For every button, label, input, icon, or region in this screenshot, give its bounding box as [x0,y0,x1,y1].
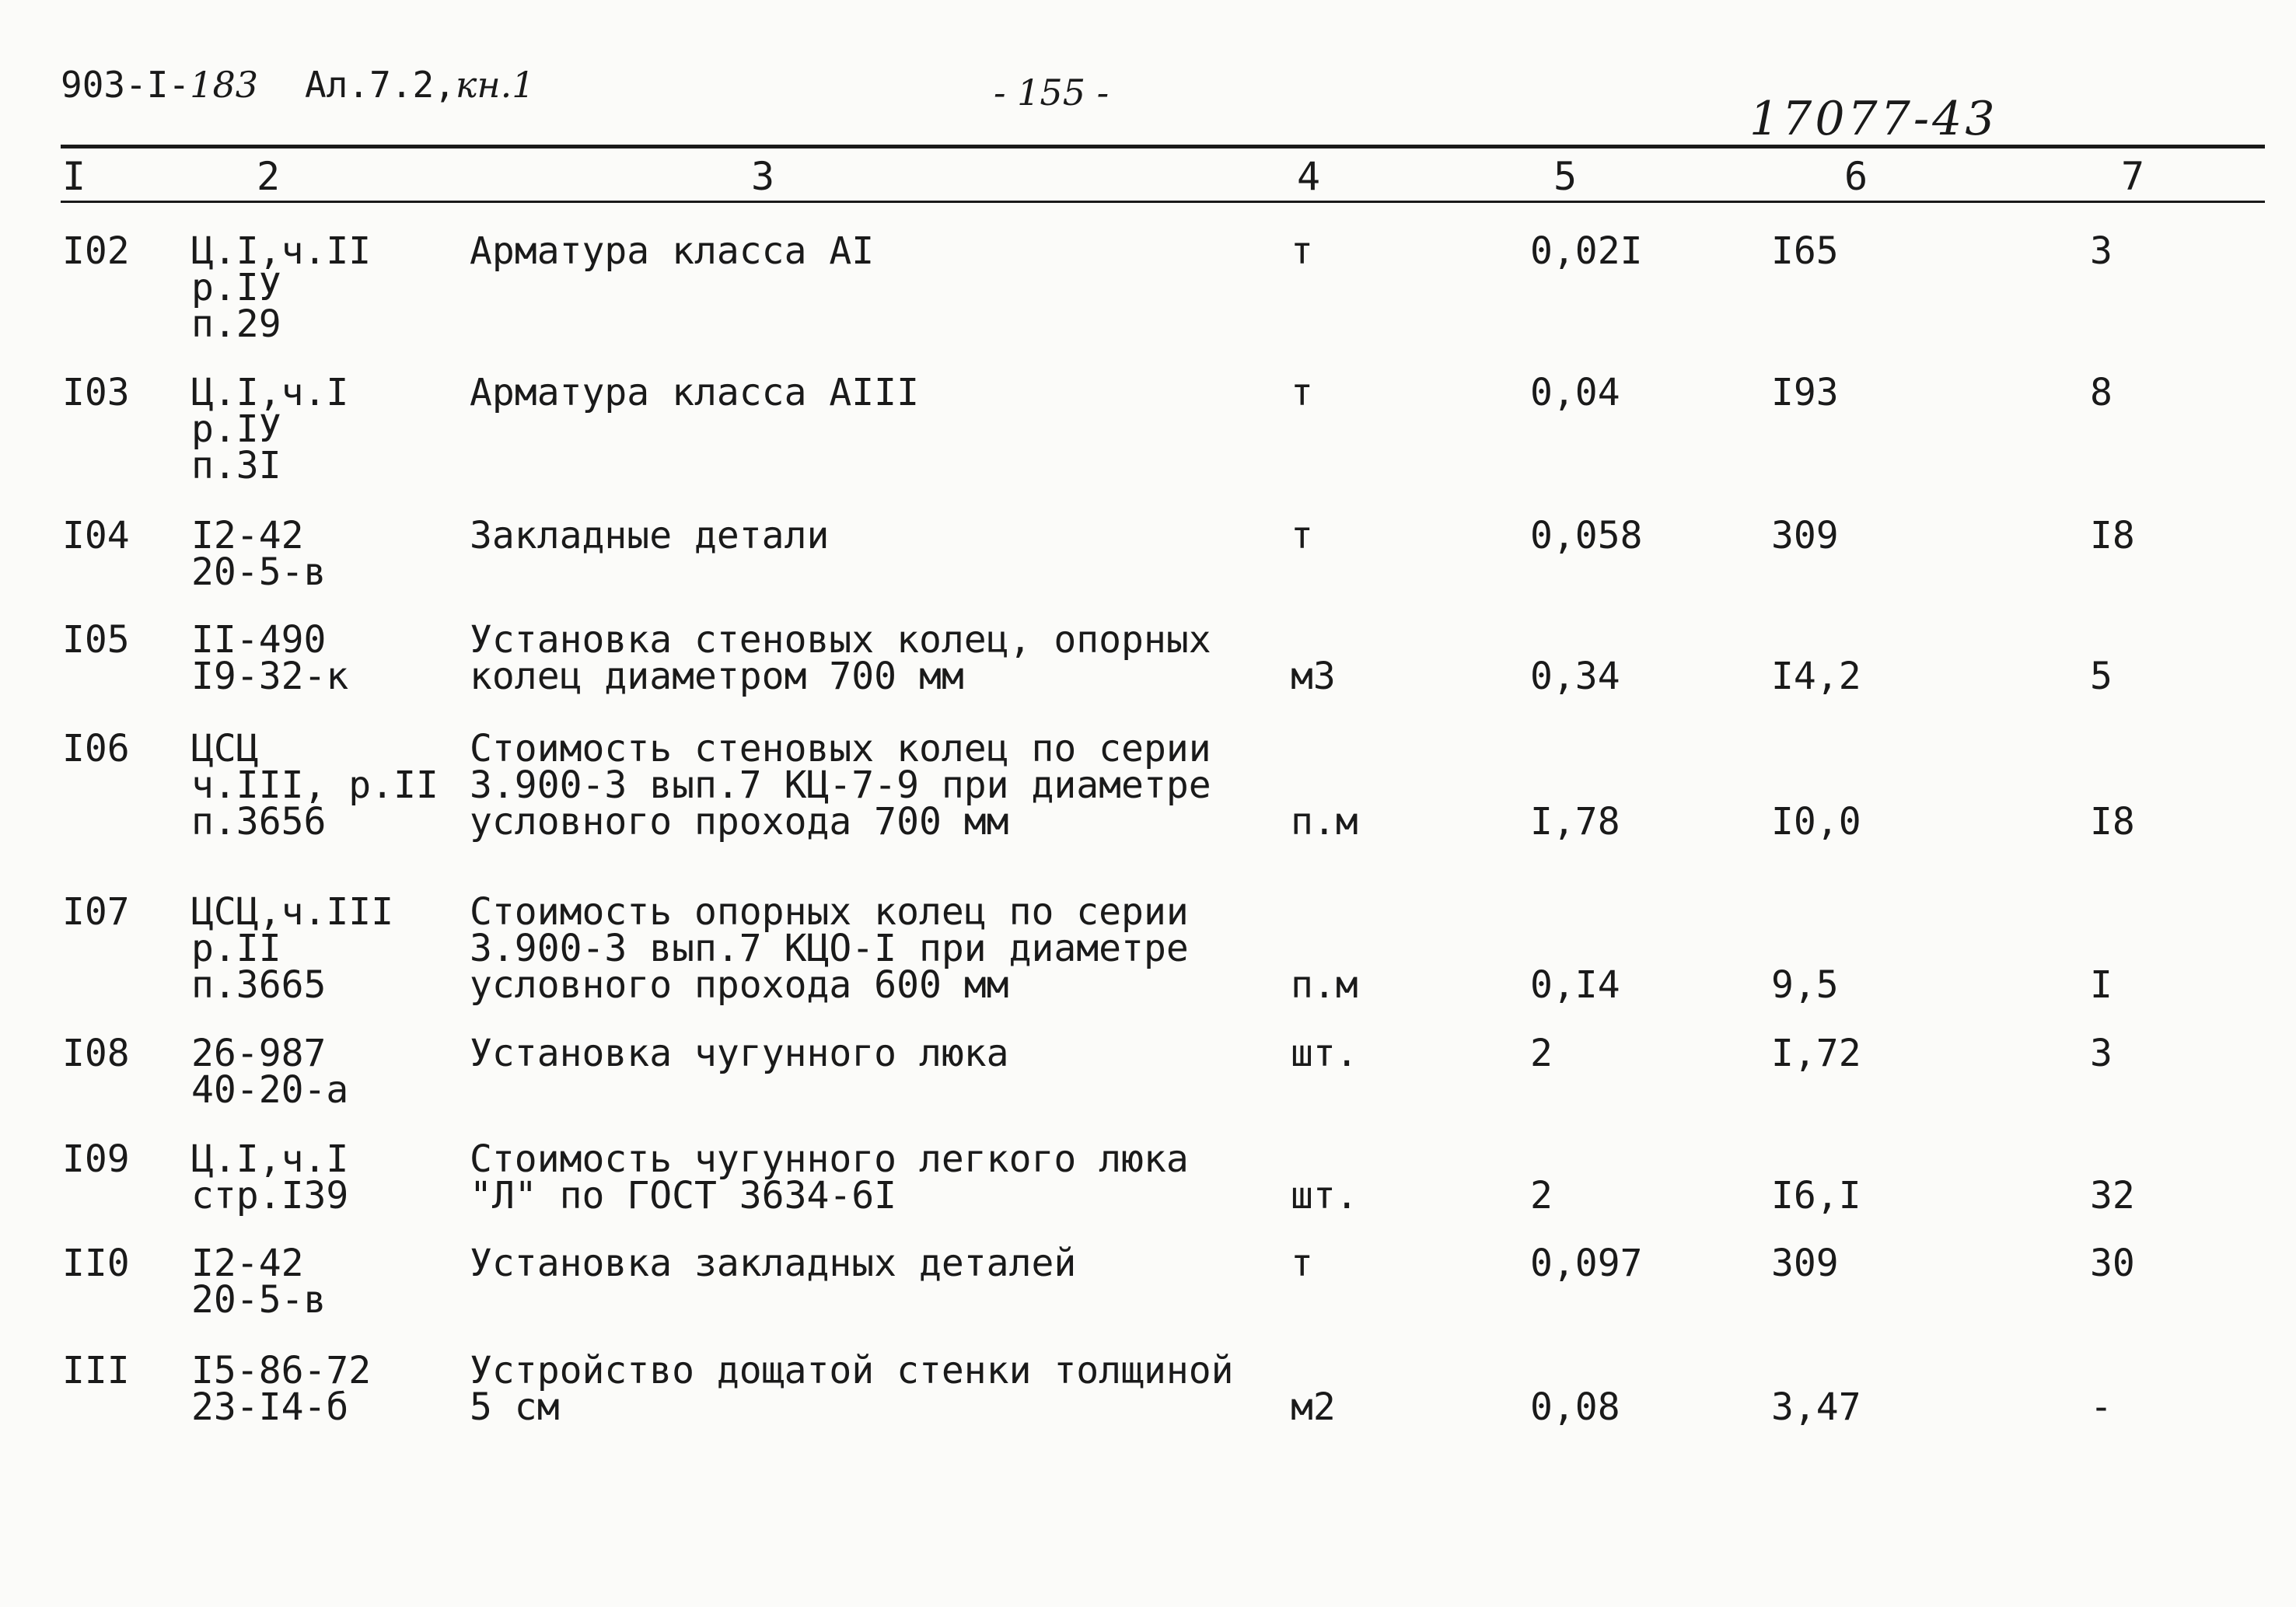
unit-price: 3,47 [1771,1385,1861,1429]
unit: т [1291,1242,1313,1285]
total-cost: 3 [2090,229,2113,273]
norm-reference-line: Ц.I,ч.I [191,371,349,414]
norm-reference-line: 40-20-а [191,1068,349,1112]
unit: шт. [1291,1174,1358,1217]
work-description-line: "Л" по ГОСТ 3634-6I [470,1174,897,1217]
work-description-line: условного прохода 700 мм [470,800,1009,844]
work-description-line: Закладные детали [470,514,830,557]
norm-reference-line: р.IУ [191,407,281,451]
norm-reference-line: п.3656 [191,800,327,844]
row-number: I09 [62,1137,130,1181]
norm-reference [191,890,394,1007]
work-description-line: Стоимость стеновых колец по серии [470,727,1211,770]
quantity: 0,02I [1530,229,1643,273]
norm-reference-line: п.29 [191,302,281,346]
norm-reference [191,1349,372,1429]
unit-price: 309 [1771,514,1839,557]
unit-price: I93 [1771,371,1839,414]
work-description-line: Установка стеновых колец, опорных [470,618,1211,662]
work-description [470,727,1211,844]
norm-reference-line: 20-5-в [191,550,327,594]
norm-reference-line: I2-42 [191,1242,304,1285]
column-number-2: 2 [257,154,281,199]
column-number-6: 6 [1844,154,1868,199]
doc-code-handwritten: 183 [190,64,258,106]
work-description-line: 3.900-3 вып.7 КЦ-7-9 при диаметре [470,763,1211,807]
unit-price: 309 [1771,1242,1839,1285]
norm-reference-line: Ц.I,ч.I [191,1137,349,1181]
sheet-number: 17077-43 [1749,92,1998,146]
unit: м3 [1291,655,1336,698]
norm-reference-line: стр.I39 [191,1174,349,1217]
norm-reference-line: II-490 [191,618,327,662]
quantity: 0,08 [1530,1385,1620,1429]
unit-price: I4,2 [1771,655,1861,698]
norm-reference-line: ЦСЦ,ч.III [191,890,394,934]
total-cost: 8 [2090,371,2113,414]
norm-reference [191,514,327,594]
work-description-line: Стоимость опорных колец по серии [470,890,1189,934]
doc-code-printed: 903-I- [61,64,190,106]
quantity: 2 [1530,1032,1553,1075]
work-description [470,229,875,273]
work-description [470,1242,1077,1285]
quantity: 0,058 [1530,514,1643,557]
total-cost: 30 [2090,1242,2135,1285]
column-number-5: 5 [1553,154,1578,199]
norm-reference-line: ч.III, р.II [191,763,439,807]
norm-reference [191,1137,349,1217]
unit: т [1291,514,1313,557]
total-cost: 32 [2090,1174,2135,1217]
work-description-line: Устройство дощатой стенки толщиной [470,1349,1234,1392]
work-description-line: Установка чугунного люка [470,1032,1009,1075]
norm-reference-line: 26-987 [191,1032,327,1075]
total-cost: 3 [2090,1032,2113,1075]
quantity: 0,I4 [1530,963,1620,1007]
work-description [470,371,919,414]
album-printed: Ал.7.2, [304,64,456,106]
norm-reference-line: I9-32-к [191,655,349,698]
total-cost: 5 [2090,655,2113,698]
norm-reference-line: п.3I [191,444,281,487]
total-cost: I [2090,963,2113,1007]
norm-reference-line: 23-I4-б [191,1385,349,1429]
norm-reference [191,1242,327,1322]
column-number-7: 7 [2121,154,2145,199]
quantity: 0,04 [1530,371,1620,414]
unit: т [1291,229,1313,273]
norm-reference [191,229,372,346]
work-description-line: Стоимость чугунного легкого люка [470,1137,1189,1181]
unit: п.м [1291,963,1358,1007]
document-code [61,64,535,106]
unit: п.м [1291,800,1358,844]
row-number: I05 [62,618,130,662]
norm-reference-line: р.IУ [191,266,281,309]
quantity: 2 [1530,1174,1553,1217]
work-description-line: колец диаметром 700 мм [470,655,964,698]
unit: т [1291,371,1313,414]
norm-reference-line: I5-86-72 [191,1349,372,1392]
work-description-line: Установка закладных деталей [470,1242,1077,1285]
work-description-line: условного прохода 600 мм [470,963,1009,1007]
row-number: I02 [62,229,130,273]
unit-price: I65 [1771,229,1839,273]
work-description [470,618,1211,698]
total-cost: I8 [2090,514,2135,557]
quantity: 0,34 [1530,655,1620,698]
work-description-line: Арматура класса AIII [470,371,919,414]
unit-price: 9,5 [1771,963,1839,1007]
work-description-line: Арматура класса AI [470,229,875,273]
row-number: I06 [62,727,130,770]
norm-reference [191,727,439,844]
quantity: I,78 [1530,800,1620,844]
unit-price: I6,I [1771,1174,1861,1217]
norm-reference-line: Ц.I,ч.II [191,229,372,273]
row-number: I07 [62,890,130,934]
norm-reference [191,1032,349,1112]
total-cost: I8 [2090,800,2135,844]
unit: м2 [1291,1385,1336,1429]
norm-reference-line: п.3665 [191,963,327,1007]
row-number: I03 [62,371,130,414]
work-description-line: 3.900-3 вып.7 КЦО-I при диаметре [470,927,1189,970]
row-number: I08 [62,1032,130,1075]
norm-reference [191,618,349,698]
album-handwritten: кн.1 [455,64,535,106]
table-header-rule [61,201,2265,203]
norm-reference [191,371,349,487]
norm-reference-line: ЦСЦ [191,727,259,770]
row-number: III [62,1349,130,1392]
unit-price: I,72 [1771,1032,1861,1075]
norm-reference-line: I2-42 [191,514,304,557]
unit-price: I0,0 [1771,800,1861,844]
unit: шт. [1291,1032,1358,1075]
work-description [470,1032,1009,1075]
work-description [470,890,1189,1007]
column-number-1: I [62,154,86,199]
table-top-rule [61,145,2265,148]
work-description [470,1137,1189,1217]
work-description [470,514,830,557]
row-number: I04 [62,514,130,557]
row-number: II0 [62,1242,130,1285]
work-description-line: 5 см [470,1385,560,1429]
work-description [470,1349,1234,1429]
column-number-3: 3 [751,154,775,199]
norm-reference-line: р.II [191,927,281,970]
page-number: - 155 - [994,72,1110,114]
total-cost: - [2090,1385,2113,1429]
column-number-4: 4 [1297,154,1321,199]
norm-reference-line: 20-5-в [191,1278,327,1322]
quantity: 0,097 [1530,1242,1643,1285]
